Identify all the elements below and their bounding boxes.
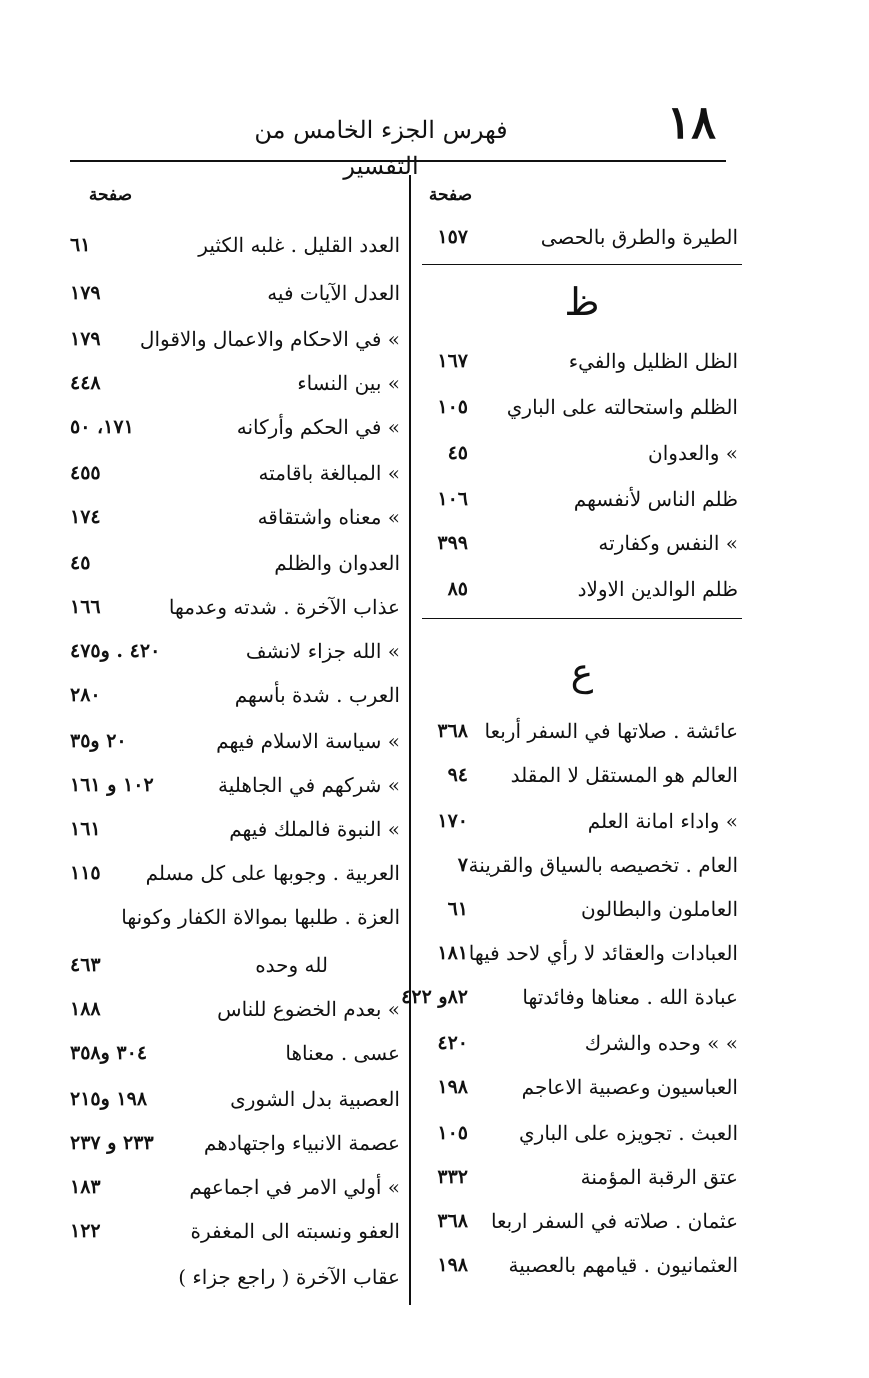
entry-page: ١٢٢ <box>70 1220 101 1242</box>
index-entry <box>70 1208 408 1254</box>
entry-term: العدوان والظلم <box>274 551 400 575</box>
entry-term: العربية . وجوبها على كل مسلم <box>145 861 400 885</box>
index-entry <box>70 1120 408 1166</box>
entry-term: » أولي الامر في اجماعهم <box>189 1175 400 1199</box>
index-entry <box>70 718 408 764</box>
index-entry <box>70 1164 408 1210</box>
index-entry <box>412 214 738 260</box>
entry-page: ٤٢٠ <box>437 1032 468 1054</box>
index-entry <box>412 752 738 798</box>
index-entry <box>412 430 738 476</box>
entry-term: العبادات والعقائد لا رأي لاحد فيها <box>468 941 738 965</box>
entry-page: ١٨٨ <box>70 998 101 1020</box>
entry-page: ٤٥ <box>70 552 91 574</box>
section-rule <box>422 264 742 265</box>
index-entry <box>70 894 408 940</box>
index-entry <box>70 1254 408 1300</box>
index-entry <box>412 384 738 430</box>
entry-term: العبث . تجويزه على الباري <box>519 1121 738 1145</box>
entry-term: العثمانيون . قيامهم بالعصبية <box>508 1253 738 1277</box>
page-number: ١٨ <box>666 95 716 149</box>
left-column-page-head: صفحة <box>88 185 132 205</box>
index-entry <box>412 930 738 976</box>
index-entry <box>412 338 738 384</box>
entry-term: عسى . معناها <box>285 1041 400 1065</box>
entry-page: ٤٤٨ <box>70 372 101 394</box>
entry-term: » سياسة الاسلام فيهم <box>216 729 400 753</box>
header-rule <box>70 160 726 162</box>
entry-page: ٣٣٢ <box>437 1166 468 1188</box>
entry-page: ١٦١ <box>70 818 101 840</box>
entry-term: عتق الرقبة المؤمنة <box>580 1165 738 1189</box>
entry-term: العرب . شدة بأسهم <box>234 683 400 707</box>
entry-page: ٦١ <box>447 898 468 920</box>
entry-term: العدد القليل . غلبه الكثير <box>198 233 400 257</box>
entry-term: » شركهم في الجاهلية <box>218 773 400 797</box>
index-entry <box>70 494 408 540</box>
index-entry <box>412 520 738 566</box>
index-entry <box>70 222 408 268</box>
entry-page: ١٩٨ و٢١٥ <box>70 1088 148 1110</box>
entry-page: ٦١ <box>70 234 91 256</box>
index-entry <box>412 1154 738 1200</box>
entry-page: ٧ <box>457 854 468 876</box>
index-entry <box>412 476 738 522</box>
index-entry <box>412 566 738 612</box>
entry-term: ظلم الوالدين الاولاد <box>577 577 738 601</box>
index-entry <box>412 1020 738 1066</box>
entry-term: » معناه واشتقاقه <box>257 505 400 529</box>
section-letter-ain: ع <box>570 650 594 694</box>
index-entry <box>412 886 738 932</box>
entry-page: ٢٣٣ و ٢٣٧ <box>70 1132 154 1154</box>
entry-term: العام . تخصيصه بالسياق والقرينة <box>468 853 738 877</box>
entry-term: لله وحده <box>255 953 328 977</box>
entry-term: الظل الظليل والفيء <box>568 349 738 373</box>
index-entry <box>412 842 738 888</box>
entry-term: العصبية بدل الشورى <box>230 1087 400 1111</box>
entry-page: ١٦٧ <box>437 350 468 372</box>
entry-page: ١٠٢ و ١٦١ <box>70 774 154 796</box>
entry-term: » النبوة فالملك فيهم <box>229 817 400 841</box>
index-entry <box>70 540 408 586</box>
entry-term: العباسيون وعصبية الاعاجم <box>521 1075 738 1099</box>
entry-page: ٤٥ <box>447 442 468 464</box>
entry-term: الطيرة والطرق بالحصى <box>540 225 738 249</box>
entry-term: عقاب الآخرة ( راجع جزاء ) <box>178 1265 400 1289</box>
entry-page: ٨٢و ٤٢٢ <box>401 986 468 1008</box>
entry-term: » في الاحكام والاعمال والاقوال <box>139 327 400 351</box>
entry-term: ظلم الناس لأنفسهم <box>573 487 738 511</box>
entry-term: عثمان . صلاته في السفر اربعا <box>490 1209 738 1233</box>
entry-page: ١٨١ <box>437 942 468 964</box>
entry-term: الظلم واستحالته على الباري <box>506 395 738 419</box>
index-entry <box>412 1242 738 1288</box>
index-entry <box>70 404 408 450</box>
entry-term: » في الحكم وأركانه <box>236 415 400 439</box>
entry-page: ٤٦٣ <box>70 954 101 976</box>
entry-term: » واداء امانة العلم <box>587 809 738 833</box>
index-entry <box>412 1110 738 1156</box>
entry-page: ١٠٦ <box>437 488 468 510</box>
column-divider <box>409 175 411 1305</box>
running-title: فهرس الجزء الخامس من التفسير <box>254 116 508 180</box>
entry-term: » والعدوان <box>648 441 738 465</box>
entry-page: ١٠٥ <box>437 396 468 418</box>
index-entry <box>412 1198 738 1244</box>
section-rule <box>422 618 742 619</box>
entry-page: ٤٢٠ . و٤٧٥ <box>70 640 161 662</box>
entry-page: ١٧١، ٥٠ <box>70 416 134 438</box>
index-entry <box>70 850 408 896</box>
entry-page: ١٩٨ <box>437 1076 468 1098</box>
entry-term: عذاب الآخرة . شدته وعدمها <box>168 595 400 619</box>
entry-term: » بين النساء <box>297 371 400 395</box>
entry-page <box>70 894 162 940</box>
entry-page: ١٨٣ <box>70 1176 101 1198</box>
entry-page: ١١٥ <box>70 862 101 884</box>
index-entry <box>412 708 738 754</box>
entry-page: ١٦٦ <box>70 596 101 618</box>
entry-page: ٢٠ و٣٥ <box>70 730 127 752</box>
index-entry <box>412 798 738 844</box>
entry-term: العزة . طلبها بموالاة الكفار وكونها <box>121 905 400 929</box>
right-column-page-head: صفحة <box>428 185 472 205</box>
entry-term: » » وحده والشرك <box>584 1031 738 1055</box>
entry-page: ٩٤ <box>447 764 468 786</box>
index-entry <box>70 1030 408 1076</box>
index-entry <box>70 450 408 496</box>
entry-page: ٤٥٥ <box>70 462 101 484</box>
entry-page: ١٧٤ <box>70 506 101 528</box>
index-entry <box>70 672 408 718</box>
entry-term: » النفس وكفارته <box>598 531 738 555</box>
index-entry <box>70 986 408 1032</box>
entry-page: ٨٥ <box>447 578 468 600</box>
entry-page: ١٧٩ <box>70 328 101 350</box>
index-entry <box>70 360 408 406</box>
entry-term: » المبالغة باقامته <box>258 461 400 485</box>
index-entry <box>70 316 408 362</box>
entry-term: العدل الآيات فيه <box>267 281 400 305</box>
index-entry <box>412 1064 738 1110</box>
entry-page: ٢٨٠ <box>70 684 101 706</box>
entry-term: العاملون والبطالون <box>580 897 738 921</box>
entry-term: عائشة . صلاتها في السفر أربعا <box>484 719 738 743</box>
section-letter-za: ظ <box>564 280 600 324</box>
index-entry <box>70 628 408 674</box>
entry-term: العفو ونسبته الى المغفرة <box>190 1219 400 1243</box>
index-entry <box>70 942 408 988</box>
entry-page: ٣٦٨ <box>437 1210 468 1232</box>
entry-page: ١٩٨ <box>437 1254 468 1276</box>
index-entry <box>70 1076 408 1122</box>
index-entry <box>70 762 408 808</box>
entry-term: عبادة الله . معناها وفائدتها <box>522 985 738 1009</box>
entry-page: ٣٩٩ <box>437 532 468 554</box>
entry-term: العالم هو المستقل لا المقلد <box>510 763 738 787</box>
entry-page: ١٧٩ <box>70 282 101 304</box>
index-entry <box>70 584 408 630</box>
index-entry <box>70 270 408 316</box>
index-entry <box>70 806 408 852</box>
index-entry <box>401 974 738 1020</box>
entry-page <box>70 1254 162 1300</box>
entry-term: » بعدم الخضوع للناس <box>217 997 400 1021</box>
entry-page: ٣٦٨ <box>437 720 468 742</box>
entry-page: ١٠٥ <box>437 1122 468 1144</box>
entry-term: » الله جزاء لانشف <box>245 639 400 663</box>
entry-page: ٣٠٤ و٣٥٨ <box>70 1042 148 1064</box>
entry-term: عصمة الانبياء واجتهادهم <box>203 1131 400 1155</box>
entry-page: ١٥٧ <box>437 226 468 248</box>
entry-page: ١٧٠ <box>437 810 468 832</box>
